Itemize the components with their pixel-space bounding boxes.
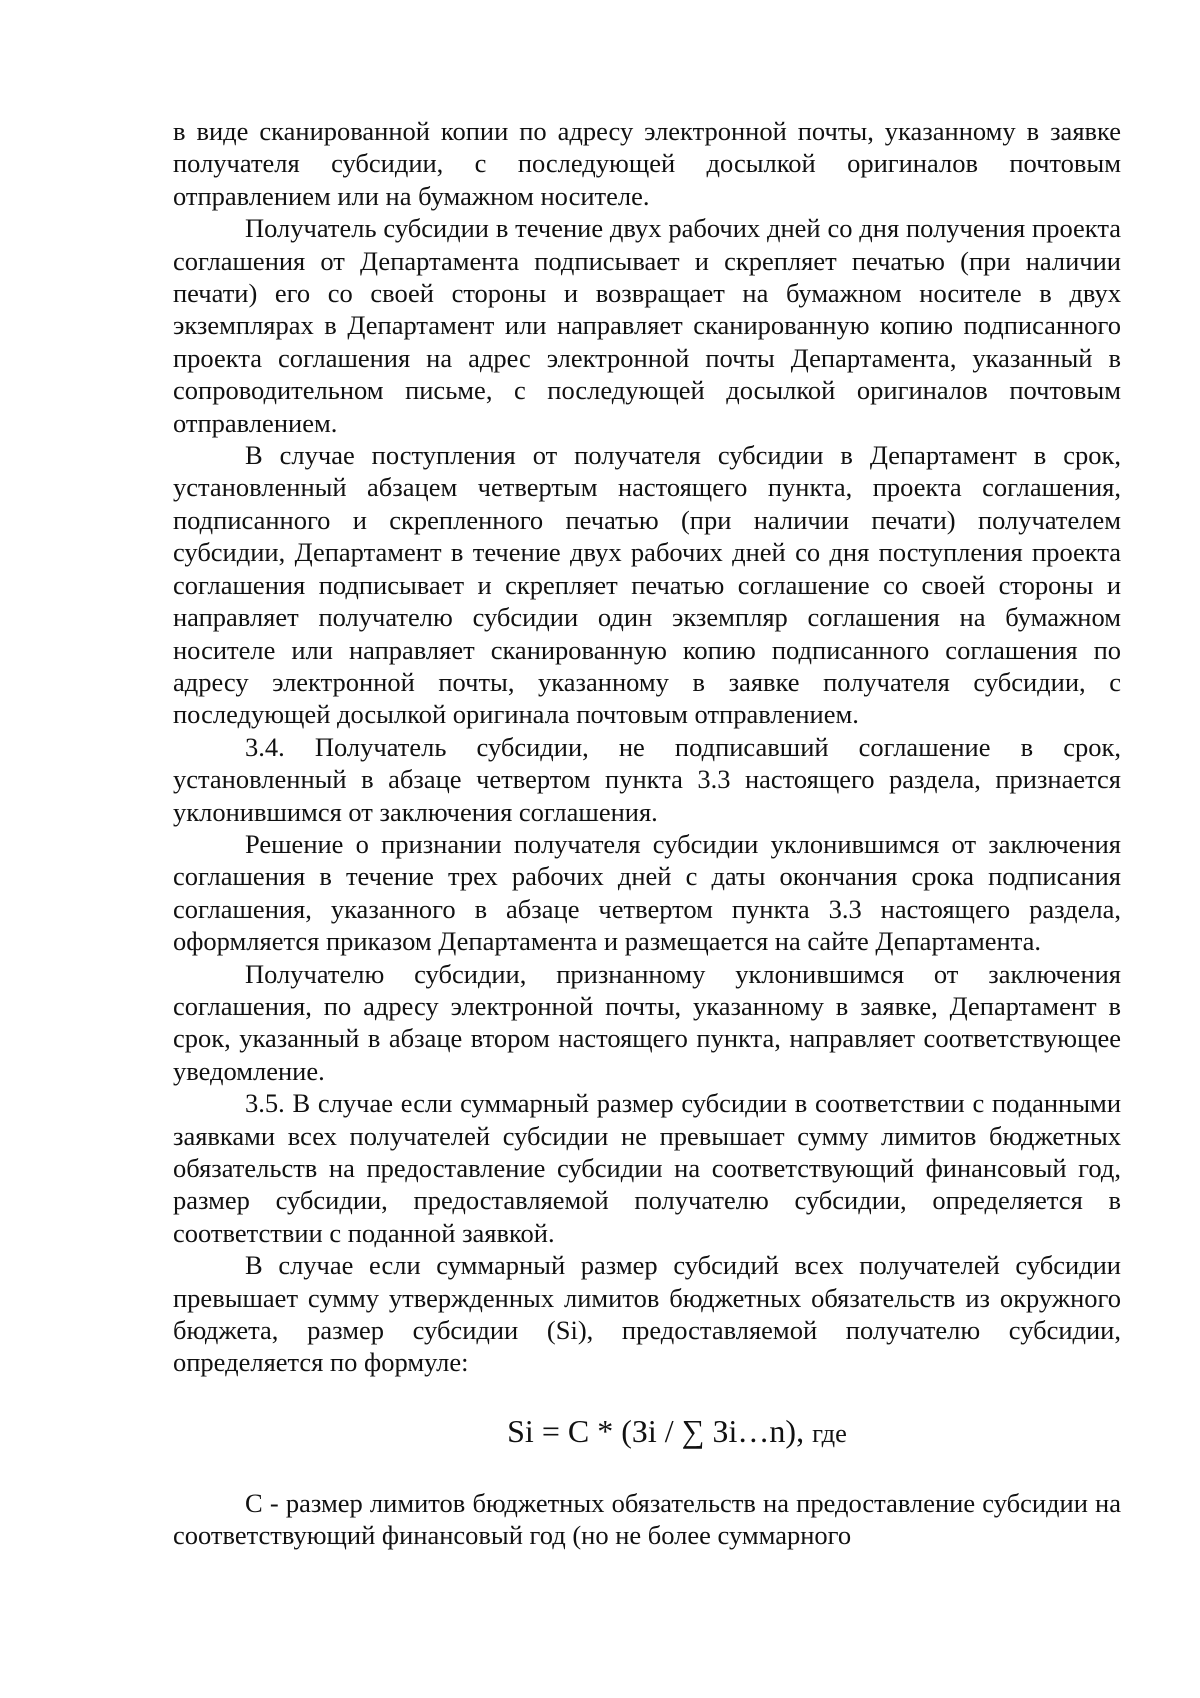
paragraph-formula-intro: В случае если суммарный размер субсидий всех получателей субсидии превышает сумму утвержденных лимитов бюджетных обязательств из окружного бюджета, размер субсидии (Si), предоставляемой получателю субсидии, определяется по формуле:	[173, 1250, 1121, 1378]
paragraph-signing-by-department: В случае поступления от получателя субсидии в Департамент в срок, установленный абзацем четвертым настоящего пункта, проекта соглашения, подписанного и скрепленного печатью (при наличии печати) получателем субсидии, Департамент в течение двух рабочих дней со дня поступления проекта соглашения подписывает и скрепляет печатью соглашение со своей стороны и направляет получателю субсидии один экземпляр соглашения на бумажном носителе или направляет сканированную копию подписанного соглашения по адресу электронной почты, указанному в заявке получателя субсидии, с последующей досылкой оригинала почтовым отправлением.	[173, 440, 1121, 730]
paragraph-signing-by-recipient: Получатель субсидии в течение двух рабочих дней со дня получения проекта соглашения от Департамента подписывает и скрепляет печатью (при наличии печати) его со своей стороны и возвращает на бумажном носителе в двух экземплярах в Департамент или направляет сканированную копию подписанного проекта соглашения на адрес электронной почты Департамента, указанный в сопроводительном письме, с последующей досылкой оригиналов почтовым отправлением.	[173, 213, 1121, 438]
paragraph-3-5: 3.5. В случае если суммарный размер субсидии в соответствии с поданными заявками всех получателей субсидии не превышает сумму лимитов бюджетных обязательств на предоставление субсидии на соответствующий финансовый год, размер субсидии, предоставляемой получателю субсидии, определяется в соответствии с поданной заявкой.	[173, 1088, 1121, 1248]
paragraph-evasion-decision: Решение о признании получателя субсидии уклонившимся от заключения соглашения в течение трех рабочих дней с даты окончания срока подписания соглашения, указанного в абзаце четвертом пункта 3.3 настоящего раздела, оформляется приказом Департамента и размещается на сайте Департамента.	[173, 828, 1121, 957]
paragraph-evasion-notice: Получателю субсидии, признанному уклонившимся от заключения соглашения, по адресу электронной почты, указанному в заявке, Департамент в срок, указанный в абзаце втором настоящего пункта, направляет соответствующее уведомление.	[173, 958, 1121, 1086]
paragraph-definition-c: С - размер лимитов бюджетных обязательств на предоставление субсидии на соответствующий финансовый год (но не более суммарного	[173, 1487, 1121, 1551]
subsidy-formula	[173, 1411, 1121, 1453]
formula-expression: Si = C * (Зi / ∑ Зi…n),	[507, 1412, 805, 1449]
formula-tail: где	[812, 1417, 847, 1448]
document-page	[173, 115, 1121, 1552]
paragraph-continuation: в виде сканированной копии по адресу электронной почты, указанному в заявке получателя субсидии, с последующей досылкой оригиналов почтовым отправлением или на бумажном носителе.	[173, 116, 1121, 211]
paragraph-3-4: 3.4. Получатель субсидии, не подписавший соглашение в срок, установленный в абзаце четвертом пункта 3.3 настоящего раздела, признается уклонившимся от заключения соглашения.	[173, 731, 1121, 827]
